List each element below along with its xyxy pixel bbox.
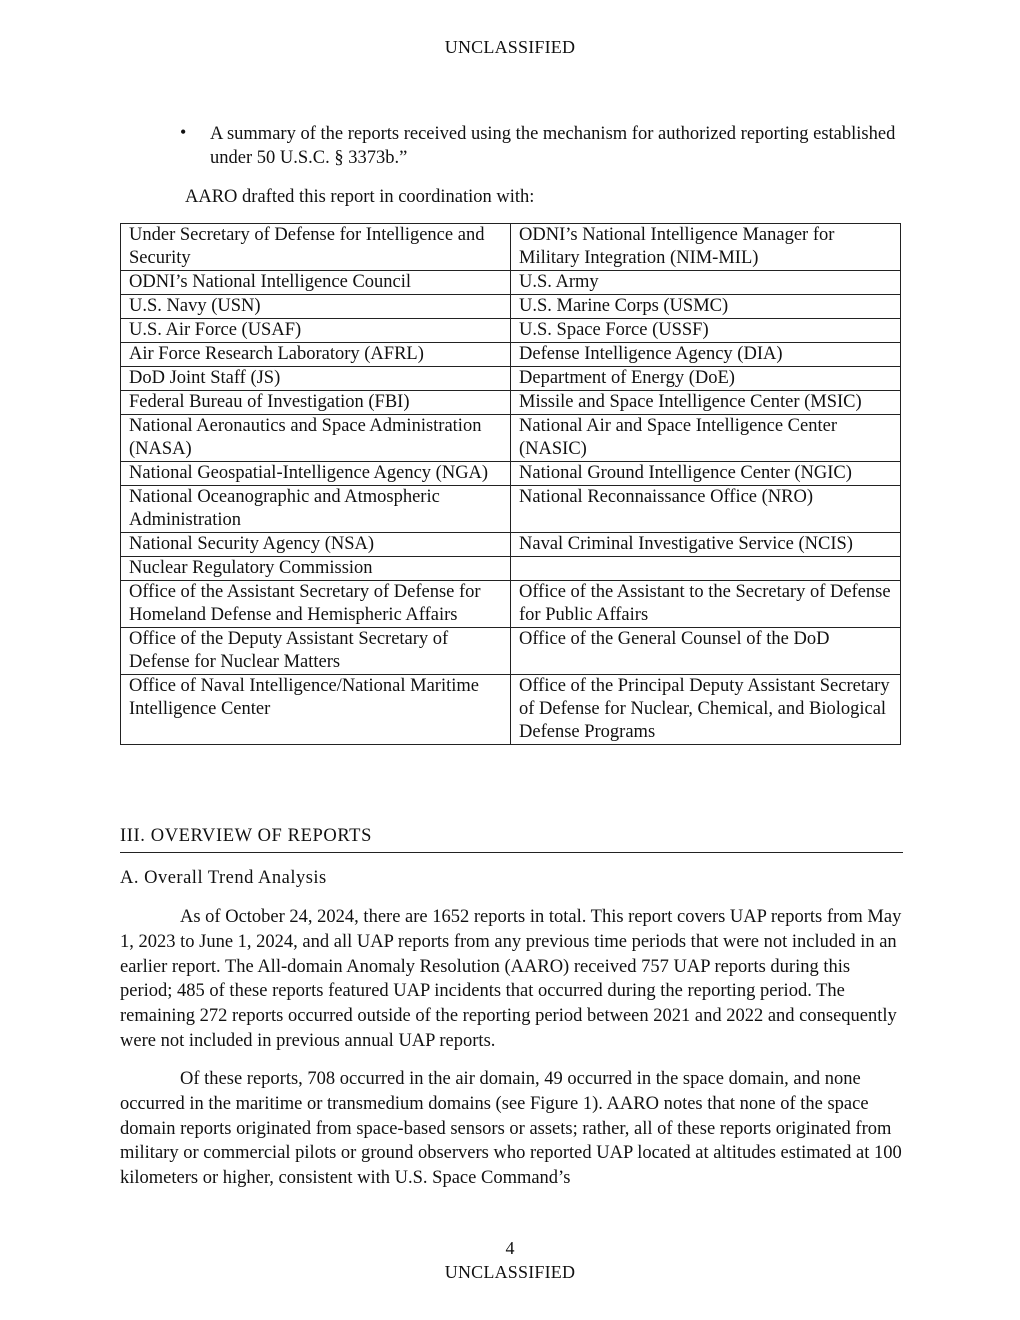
table-cell: Office of the Principal Deputy Assistant Secretary of Defense for Nuclear, Chemical, and Biological Defense Programs [511, 675, 901, 745]
table-cell: Naval Criminal Investigative Service (NCIS) [511, 533, 901, 557]
body-paragraph: As of October 24, 2024, there are 1652 reports in total. This report covers UAP reports from May 1, 2023 to June 1, 2024, and all UAP reports from any previous time periods that were not included in an earlier report. The All-domain Anomaly Resolution (AARO) received 757 UAP reports during this period; 485 of these reports featured UAP incidents that occurred during the reporting period. The remaining 272 reports occurred outside of the reporting period between 2021 and 2022 and consequently were not included in previous annual UAP reports. [120, 907, 902, 1051]
table-cell: DoD Joint Staff (JS) [121, 367, 511, 391]
table-cell: Nuclear Regulatory Commission [121, 557, 511, 581]
table-cell: National Reconnaissance Office (NRO) [511, 486, 901, 533]
bullet-text: A summary of the reports received using the mechanism for authorized reporting established under 50 U.S.C. § 3373b.” [210, 124, 896, 168]
table-row [121, 557, 901, 581]
table-cell: Missile and Space Intelligence Center (MSIC) [511, 391, 901, 415]
coordination-intro: AARO drafted this report in coordination with: [185, 187, 535, 207]
table-row [121, 319, 901, 343]
table-cell: Office of the Assistant to the Secretary of Defense for Public Affairs [511, 581, 901, 628]
table-cell: Office of Naval Intelligence/National Maritime Intelligence Center [121, 675, 511, 745]
classification-footer: UNCLASSIFIED [444, 1262, 576, 1282]
table-cell: Under Secretary of Defense for Intelligence and Security [121, 224, 511, 271]
table-cell: Office of the Assistant Secretary of Defense for Homeland Defense and Hemispheric Affairs [121, 581, 511, 628]
subsection-heading: A. Overall Trend Analysis [120, 868, 327, 888]
table-cell: Air Force Research Laboratory (AFRL) [121, 343, 511, 367]
table-cell: ODNI’s National Intelligence Manager for Military Integration (NIM-MIL) [511, 224, 901, 271]
table-row [121, 343, 901, 367]
table-row [121, 462, 901, 486]
table-row [121, 271, 901, 295]
bullet-item [180, 122, 900, 170]
table-cell: National Ground Intelligence Center (NGIC) [511, 462, 901, 486]
table-cell: U.S. Space Force (USSF) [511, 319, 901, 343]
coordination-table-body [121, 224, 901, 745]
table-cell: National Oceanographic and Atmospheric Administration [121, 486, 511, 533]
table-cell: National Security Agency (NSA) [121, 533, 511, 557]
bullet-icon: • [180, 122, 187, 142]
section-heading: III. OVERVIEW OF REPORTS [120, 826, 903, 853]
classification-header: UNCLASSIFIED [444, 37, 576, 57]
table-row [121, 675, 901, 745]
table-row [121, 224, 901, 271]
table-cell: U.S. Navy (USN) [121, 295, 511, 319]
table-cell [511, 557, 901, 581]
table-cell: Office of the Deputy Assistant Secretary of Defense for Nuclear Matters [121, 628, 511, 675]
coordination-table [120, 223, 901, 745]
table-cell: ODNI’s National Intelligence Council [121, 271, 511, 295]
table-row [121, 628, 901, 675]
table-row [121, 367, 901, 391]
page-number: 4 [505, 1238, 515, 1258]
table-cell: U.S. Army [511, 271, 901, 295]
body-paragraph: Of these reports, 708 occurred in the air domain, 49 occurred in the space domain, and none occurred in the maritime or transmedium domains (see Figure 1). AARO notes that none of the space domain reports originated from space-based sensors or assets; rather, all of these reports originated from military or commercial pilots or ground observers who reported UAP located at altitudes estimated at 100 kilometers or higher, consistent with U.S. Space Command’s [120, 1069, 902, 1189]
table-cell: Federal Bureau of Investigation (FBI) [121, 391, 511, 415]
table-row [121, 581, 901, 628]
table-cell: U.S. Air Force (USAF) [121, 319, 511, 343]
table-cell: U.S. Marine Corps (USMC) [511, 295, 901, 319]
table-row [121, 415, 901, 462]
table-cell: National Aeronautics and Space Administration (NASA) [121, 415, 511, 462]
table-cell: Department of Energy (DoE) [511, 367, 901, 391]
table-row [121, 391, 901, 415]
table-row [121, 533, 901, 557]
table-row [121, 295, 901, 319]
table-row [121, 486, 901, 533]
table-cell: Defense Intelligence Agency (DIA) [511, 343, 901, 367]
table-cell: National Air and Space Intelligence Center (NASIC) [511, 415, 901, 462]
table-cell: National Geospatial-Intelligence Agency (NGA) [121, 462, 511, 486]
table-cell: Office of the General Counsel of the DoD [511, 628, 901, 675]
